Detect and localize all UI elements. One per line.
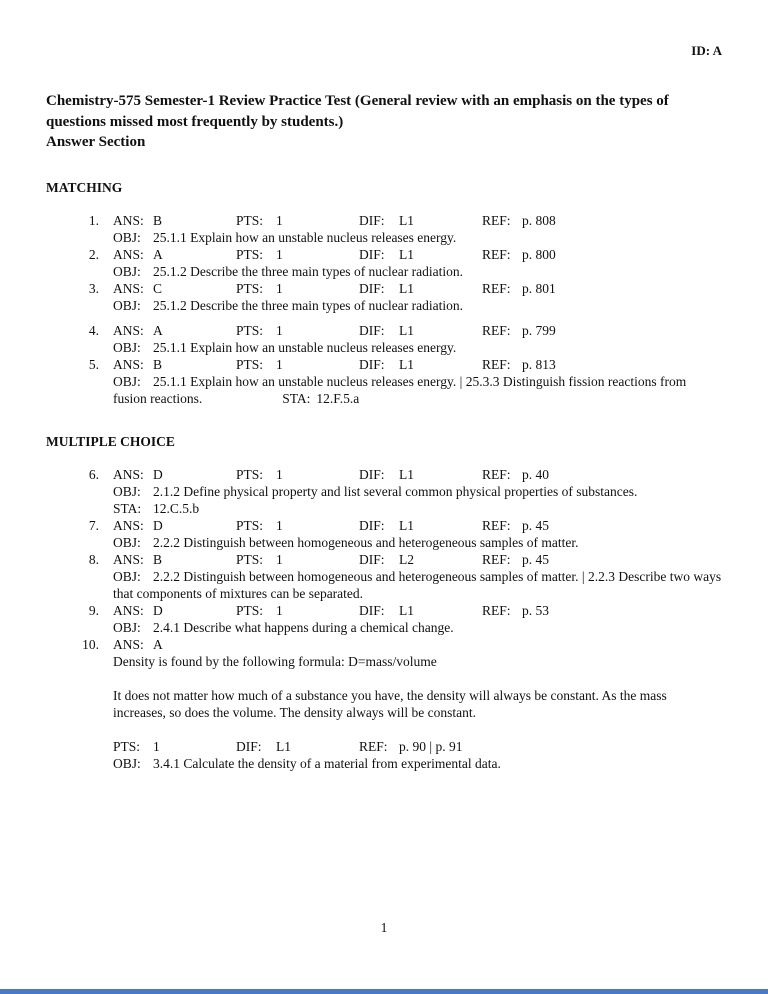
obj-label: OBJ: — [113, 534, 141, 550]
entry-body — [113, 322, 722, 356]
objective-text: 3.4.1 Calculate the density of a material from experimental data. — [153, 755, 501, 771]
obj-label: OBJ: — [113, 755, 141, 771]
dif-label: DIF: — [359, 356, 385, 372]
obj-label: OBJ: — [113, 483, 141, 499]
ref-label: REF: — [482, 466, 511, 482]
stat-line — [113, 551, 722, 568]
objective-text: 25.1.2 Describe the three main types of nuclear radiation. — [153, 297, 464, 313]
stat-line — [113, 738, 722, 755]
objective-text: 2.1.2 Define physical property and list several common physical properties of substances. — [153, 483, 638, 499]
entry-number: 7. — [88, 517, 99, 533]
pts-label: PTS: — [236, 466, 264, 482]
pts-label: PTS: — [236, 322, 264, 338]
objective-line — [113, 373, 722, 407]
dif-value: L1 — [399, 212, 414, 228]
ans-value: B — [153, 212, 163, 228]
ans-value: B — [153, 551, 163, 567]
answer-section-heading: Answer Section — [46, 134, 146, 150]
stat-line — [113, 517, 722, 534]
entry-number: 6. — [88, 466, 99, 482]
pts-value: 1 — [276, 212, 283, 228]
dif-label: DIF: — [359, 517, 385, 533]
entry-number: 3. — [88, 280, 99, 296]
dif-label: DIF: — [359, 466, 385, 482]
objective-line — [113, 619, 722, 636]
objective-line — [113, 339, 722, 356]
objective-line — [113, 755, 722, 772]
ans-value: A — [153, 246, 163, 262]
objective-line — [113, 263, 722, 280]
dif-value: L1 — [399, 466, 414, 482]
sta-line — [113, 500, 722, 517]
answer-entry — [46, 551, 722, 602]
stat-line — [113, 466, 722, 483]
ref-label: REF: — [482, 356, 511, 372]
ref-value: p. 45 — [522, 517, 549, 533]
entry-body — [113, 466, 722, 517]
ref-label: REF: — [482, 602, 511, 618]
pts-label: PTS: — [236, 246, 264, 262]
pts-value: 1 — [276, 602, 283, 618]
ans-value: D — [153, 602, 163, 618]
stat-line — [113, 636, 722, 653]
ref-value: p. 53 — [522, 602, 549, 618]
objective-line — [113, 568, 722, 602]
objective-text: 25.1.1 Explain how an unstable nucleus releases energy. | 25.3.3 Distinguish fission reactions from fusion reactions. — [113, 373, 687, 406]
entry-number: 8. — [88, 551, 99, 567]
obj-label: OBJ: — [113, 339, 141, 355]
stat-line — [113, 322, 722, 339]
page-number: 1 — [380, 920, 388, 935]
answer-entry — [46, 466, 722, 517]
ans-label: ANS: — [113, 517, 144, 533]
ref-value: p. 45 — [522, 551, 549, 567]
objective-text: 25.1.2 Describe the three main types of nuclear radiation. — [153, 263, 464, 279]
dif-value: L1 — [399, 356, 414, 372]
ans-label: ANS: — [113, 466, 144, 482]
pts-label: PTS: — [236, 356, 264, 372]
entry-body — [113, 636, 722, 772]
pts-label: PTS: — [236, 551, 264, 567]
pts-value: 1 — [276, 280, 283, 296]
ref-value: p. 813 — [522, 356, 556, 372]
answer-entry — [46, 322, 722, 356]
objective-line — [113, 483, 722, 500]
ans-label: ANS: — [113, 602, 144, 618]
objective-line — [113, 534, 722, 551]
obj-label: OBJ: — [113, 619, 141, 635]
dif-value: L1 — [399, 517, 414, 533]
document-title: Chemistry-575 Semester-1 Review Practice Test (General review with an emphasis on the types of questions missed most frequently by students.) — [46, 93, 669, 130]
entry-number: 2. — [88, 246, 99, 262]
sta-label: STA: — [113, 500, 142, 516]
sta-label: STA: — [282, 390, 311, 406]
entry-number: 5. — [88, 356, 99, 372]
dif-label: DIF: — [359, 246, 385, 262]
ans-label: ANS: — [113, 280, 144, 296]
entry-number: 1. — [88, 212, 99, 228]
entry-body — [113, 246, 722, 280]
pts-value: 1 — [153, 738, 160, 754]
ans-value: A — [153, 636, 163, 652]
entry-body — [113, 602, 722, 636]
section-heading-multiple-choice: MULTIPLE CHOICE — [46, 433, 175, 449]
dif-label: DIF: — [236, 738, 262, 754]
ref-label: REF: — [359, 738, 388, 754]
ref-value: p. 40 — [522, 466, 549, 482]
answer-entry — [46, 246, 722, 280]
dif-value: L1 — [276, 738, 291, 754]
answer-entry — [46, 602, 722, 636]
explanation-paragraph: It does not matter how much of a substance you have, the density will always be constant. As the mass increases, so does the volume. The density always will be constant. — [113, 687, 667, 720]
ref-label: REF: — [482, 280, 511, 296]
dif-value: L2 — [399, 551, 414, 567]
objective-text: 25.1.1 Explain how an unstable nucleus releases energy. — [153, 229, 457, 245]
entry-number: 9. — [88, 602, 99, 618]
sta-value: 12.C.5.b — [153, 500, 200, 516]
ans-value: B — [153, 356, 163, 372]
ans-label: ANS: — [113, 356, 144, 372]
pts-value: 1 — [276, 246, 283, 262]
stat-line — [113, 356, 722, 373]
objective-text: 2.4.1 Describe what happens during a chemical change. — [153, 619, 454, 635]
pts-value: 1 — [276, 356, 283, 372]
pts-value: 1 — [276, 466, 283, 482]
entry-body — [113, 280, 722, 314]
ref-label: REF: — [482, 322, 511, 338]
section-heading-matching: MATCHING — [46, 179, 123, 195]
obj-label: OBJ: — [113, 373, 141, 389]
entry-body — [113, 517, 722, 551]
stat-line — [113, 246, 722, 263]
sta-inline — [282, 390, 359, 407]
obj-label: OBJ: — [113, 297, 141, 313]
pts-value: 1 — [276, 551, 283, 567]
ans-value: A — [153, 322, 163, 338]
objective-line — [113, 297, 722, 314]
ref-value: p. 800 — [522, 246, 556, 262]
page-bottom-edge — [0, 989, 768, 994]
pts-label: PTS: — [113, 738, 141, 754]
document-id: ID: A — [691, 43, 722, 58]
ans-label: ANS: — [113, 212, 144, 228]
dif-label: DIF: — [359, 322, 385, 338]
answer-entry — [46, 280, 722, 314]
objective-text: 2.2.2 Distinguish between homogeneous and heterogeneous samples of matter. — [153, 534, 579, 550]
dif-label: DIF: — [359, 212, 385, 228]
entry-number: 4. — [88, 322, 99, 338]
pts-label: PTS: — [236, 517, 264, 533]
dif-value: L1 — [399, 602, 414, 618]
entry-body — [113, 212, 722, 246]
obj-label: OBJ: — [113, 229, 141, 245]
ans-value: D — [153, 517, 163, 533]
dif-value: L1 — [399, 246, 414, 262]
answer-entry — [46, 356, 722, 407]
ans-label: ANS: — [113, 322, 144, 338]
answer-entry — [46, 636, 722, 772]
pts-label: PTS: — [236, 212, 264, 228]
pts-label: PTS: — [236, 280, 264, 296]
objective-text: 2.2.2 Distinguish between homogeneous and heterogeneous samples of matter. | 2.2.3 Describe two ways that components of mixtures can be separated. — [113, 568, 722, 601]
ref-value: p. 801 — [522, 280, 556, 296]
ref-label: REF: — [482, 212, 511, 228]
obj-label: OBJ: — [113, 568, 141, 584]
entry-number: 10. — [82, 636, 99, 652]
entry-body — [113, 356, 722, 407]
answer-entry — [46, 212, 722, 246]
dif-label: DIF: — [359, 551, 385, 567]
pts-label: PTS: — [236, 602, 264, 618]
ref-label: REF: — [482, 246, 511, 262]
explanation-paragraph: Density is found by the following formula: D=mass/volume — [113, 653, 437, 669]
ref-value: p. 90 | p. 91 — [399, 738, 463, 754]
ans-label: ANS: — [113, 636, 144, 652]
objective-text: 25.1.1 Explain how an unstable nucleus releases energy. — [153, 339, 457, 355]
stat-line — [113, 212, 722, 229]
ref-value: p. 799 — [522, 322, 556, 338]
stat-line — [113, 280, 722, 297]
ans-value: D — [153, 466, 163, 482]
sta-value: 12.F.5.a — [316, 390, 360, 406]
ans-label: ANS: — [113, 246, 144, 262]
pts-value: 1 — [276, 322, 283, 338]
ref-value: p. 808 — [522, 212, 556, 228]
dif-value: L1 — [399, 280, 414, 296]
ans-value: C — [153, 280, 163, 296]
pts-value: 1 — [276, 517, 283, 533]
entry-body — [113, 551, 722, 602]
dif-value: L1 — [399, 322, 414, 338]
obj-label: OBJ: — [113, 263, 141, 279]
answer-entry — [46, 517, 722, 551]
ref-label: REF: — [482, 517, 511, 533]
ref-label: REF: — [482, 551, 511, 567]
stat-line — [113, 602, 722, 619]
dif-label: DIF: — [359, 602, 385, 618]
objective-line — [113, 229, 722, 246]
ans-label: ANS: — [113, 551, 144, 567]
dif-label: DIF: — [359, 280, 385, 296]
